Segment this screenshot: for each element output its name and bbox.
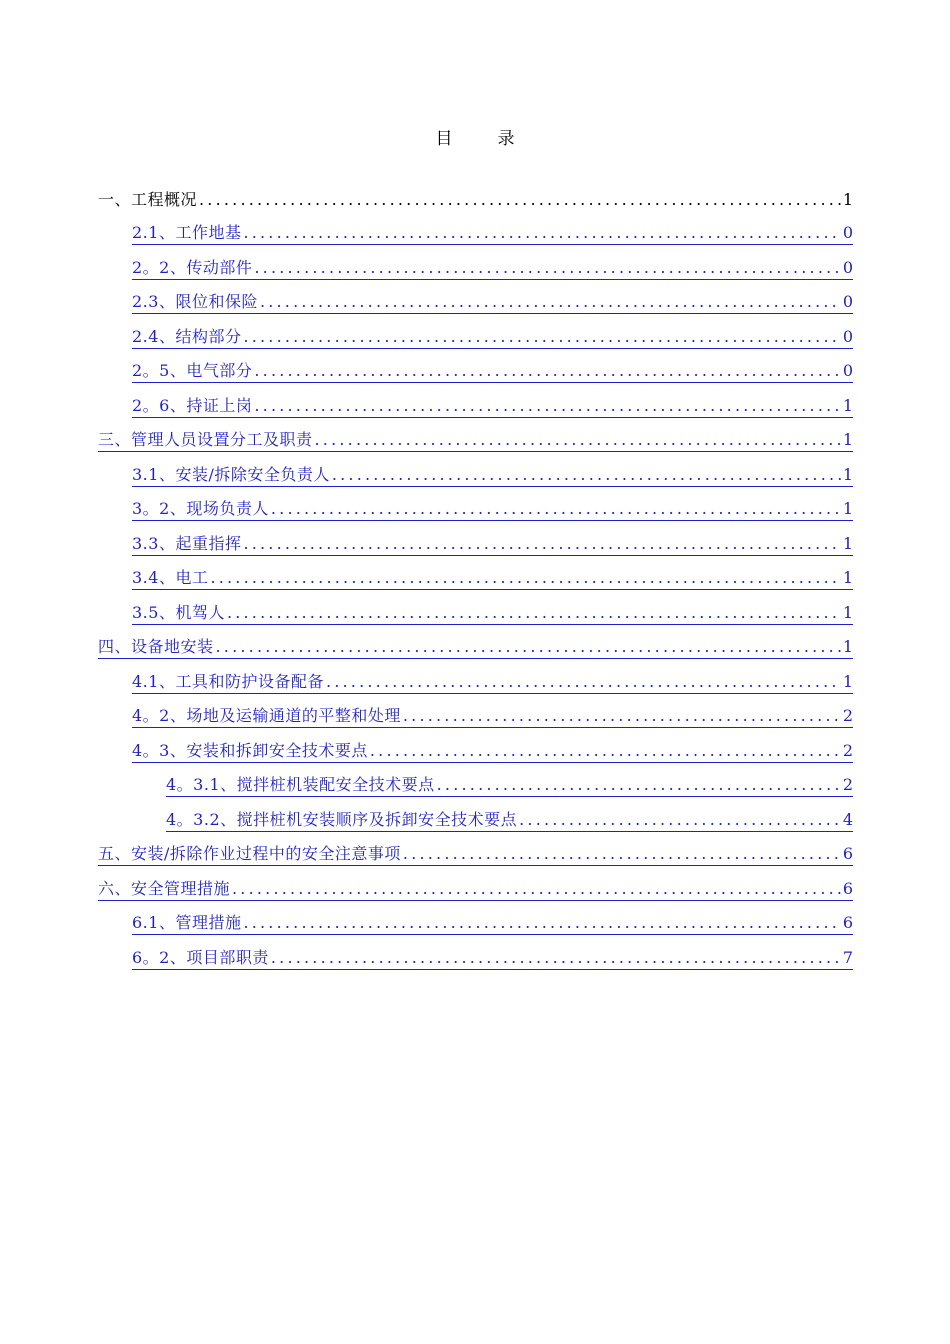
toc-dot-leader [370, 741, 841, 760]
toc-page-number: 6 [842, 913, 853, 933]
toc-page-number: 1 [842, 568, 853, 588]
toc-link[interactable] [132, 496, 853, 521]
toc-link[interactable] [132, 220, 853, 245]
toc-link[interactable] [132, 324, 853, 349]
toc-dot-leader [216, 637, 841, 656]
toc-entry-text: 3.4、电工 [132, 568, 209, 588]
toc-link[interactable] [166, 807, 853, 832]
toc-entry[interactable] [98, 802, 853, 837]
toc-entry-text: 6。2、项目部职责 [132, 947, 269, 967]
toc-entry-text: 五、安装/拆除作业过程中的安全注意事项 [98, 844, 401, 864]
toc-entry[interactable] [98, 285, 853, 320]
toc-dot-leader [243, 327, 840, 346]
toc-link[interactable] [98, 876, 853, 901]
toc-entry-text: 2.3、限位和保险 [132, 292, 258, 312]
toc-link[interactable] [166, 772, 853, 797]
toc-page-number: 1 [842, 602, 853, 622]
toc-entry[interactable] [98, 457, 853, 492]
toc-dot-leader [332, 465, 841, 484]
toc-dot-leader [437, 775, 841, 794]
toc-entry-text: 3.3、起重指挥 [132, 533, 242, 553]
toc-link[interactable] [132, 565, 853, 590]
toc-page-number: 1 [842, 464, 853, 484]
toc-entry[interactable] [98, 733, 853, 768]
toc-entry[interactable] [98, 630, 853, 665]
toc-entry[interactable] [98, 595, 853, 630]
toc-dot-leader [315, 430, 841, 449]
toc-entry-text: 6.1、管理措施 [132, 913, 242, 933]
toc-entry-text: 2.4、结构部分 [132, 326, 242, 346]
toc-link[interactable] [98, 634, 853, 659]
toc-link[interactable] [132, 600, 853, 625]
toc-dot-leader [243, 534, 840, 553]
toc-dot-leader [210, 568, 840, 587]
toc-entry[interactable] [98, 423, 853, 458]
toc-entry-text: 4.1、工具和防护设备配备 [132, 671, 324, 691]
toc-page-number: 1 [842, 395, 853, 415]
toc-entry[interactable] [98, 837, 853, 872]
toc-link[interactable] [132, 738, 853, 763]
toc-entry-text: 2。6、持证上岗 [132, 395, 253, 415]
toc-entry-text: 2.1、工作地基 [132, 223, 242, 243]
toc-dot-leader [326, 672, 841, 691]
toc-entry-text: 3.1、安装/拆除安全负责人 [132, 464, 330, 484]
toc-dot-leader [519, 810, 841, 829]
toc-entry[interactable] [98, 561, 853, 596]
toc-page-number: 7 [842, 947, 853, 967]
toc-page-number: 4 [842, 809, 853, 829]
toc-page-number: 0 [842, 223, 853, 243]
toc-page-number: 2 [842, 706, 853, 726]
toc-link[interactable] [132, 393, 853, 418]
toc-page-number: 1 [842, 637, 853, 657]
toc-entry[interactable] [98, 768, 853, 803]
toc-entry[interactable] [98, 250, 853, 285]
toc-dot-leader [243, 913, 840, 932]
toc-link[interactable] [132, 945, 853, 970]
toc-page-number: 0 [842, 361, 853, 381]
toc-page-number: 6 [842, 844, 853, 864]
toc-page-number: 1 [842, 189, 853, 209]
toc-page-number: 1 [842, 533, 853, 553]
toc-entry-text: 4。3.1、搅拌桩机装配安全技术要点 [166, 775, 435, 795]
toc-entry[interactable] [98, 906, 853, 941]
toc-entry[interactable] [98, 492, 853, 527]
toc-entry-text: 4。3.2、搅拌桩机安装顺序及拆卸安全技术要点 [166, 809, 518, 829]
toc-dot-leader [271, 948, 841, 967]
toc-entry-text: 3。2、现场负责人 [132, 499, 269, 519]
toc-page-number: 0 [842, 326, 853, 346]
toc-dot-leader [227, 603, 841, 622]
toc-page-number: 2 [842, 775, 853, 795]
toc-entry-text: 4。2、场地及运输通道的平整和处理 [132, 706, 401, 726]
toc-dot-leader [260, 292, 841, 311]
table-of-contents [98, 181, 853, 975]
toc-link[interactable] [132, 910, 853, 935]
toc-title: 目 录 [435, 129, 529, 149]
toc-entry[interactable] [98, 526, 853, 561]
toc-dot-leader [254, 361, 840, 380]
toc-entry [98, 181, 853, 216]
toc-dot-leader [254, 396, 840, 415]
toc-link[interactable] [132, 462, 853, 487]
toc-entry[interactable] [98, 388, 853, 423]
toc-page-number: 1 [842, 430, 853, 450]
toc-dot-leader [243, 223, 840, 242]
toc-entry[interactable] [98, 354, 853, 389]
toc-link[interactable] [98, 841, 853, 866]
toc-page-number: 1 [842, 499, 853, 519]
toc-entry-text: 一、工程概况 [98, 189, 198, 209]
toc-entry[interactable] [98, 699, 853, 734]
toc-link[interactable] [132, 255, 853, 280]
toc-entry[interactable] [98, 871, 853, 906]
toc-entry-text: 2。2、传动部件 [132, 257, 253, 277]
toc-link[interactable] [132, 358, 853, 383]
toc-entry-text: 四、设备地安装 [98, 637, 214, 657]
toc-link[interactable] [132, 703, 853, 728]
toc-link[interactable] [132, 289, 853, 314]
toc-entry[interactable] [98, 940, 853, 975]
toc-page-number: 2 [842, 740, 853, 760]
toc-dot-leader [199, 190, 841, 209]
toc-link[interactable] [132, 531, 853, 556]
toc-entry-text: 六、安全管理措施 [98, 878, 231, 898]
toc-entry-text: 三、管理人员设置分工及职责 [98, 430, 313, 450]
toc-page-number: 1 [842, 671, 853, 691]
toc-page-number: 0 [842, 257, 853, 277]
toc-link [98, 187, 853, 210]
toc-entry[interactable] [98, 664, 853, 699]
toc-dot-leader [254, 258, 840, 277]
toc-entry[interactable] [98, 319, 853, 354]
toc-entry-text: 3.5、机驾人 [132, 602, 225, 622]
toc-dot-leader [232, 879, 841, 898]
toc-dot-leader [403, 706, 841, 725]
toc-link[interactable] [98, 427, 853, 452]
toc-entry-text: 4。3、安装和拆卸安全技术要点 [132, 740, 368, 760]
toc-dot-leader [403, 844, 841, 863]
toc-entry[interactable] [98, 216, 853, 251]
toc-dot-leader [271, 499, 841, 518]
toc-link[interactable] [132, 669, 853, 694]
toc-page-number: 6 [842, 878, 853, 898]
toc-entry-text: 2。5、电气部分 [132, 361, 253, 381]
toc-page-number: 0 [842, 292, 853, 312]
